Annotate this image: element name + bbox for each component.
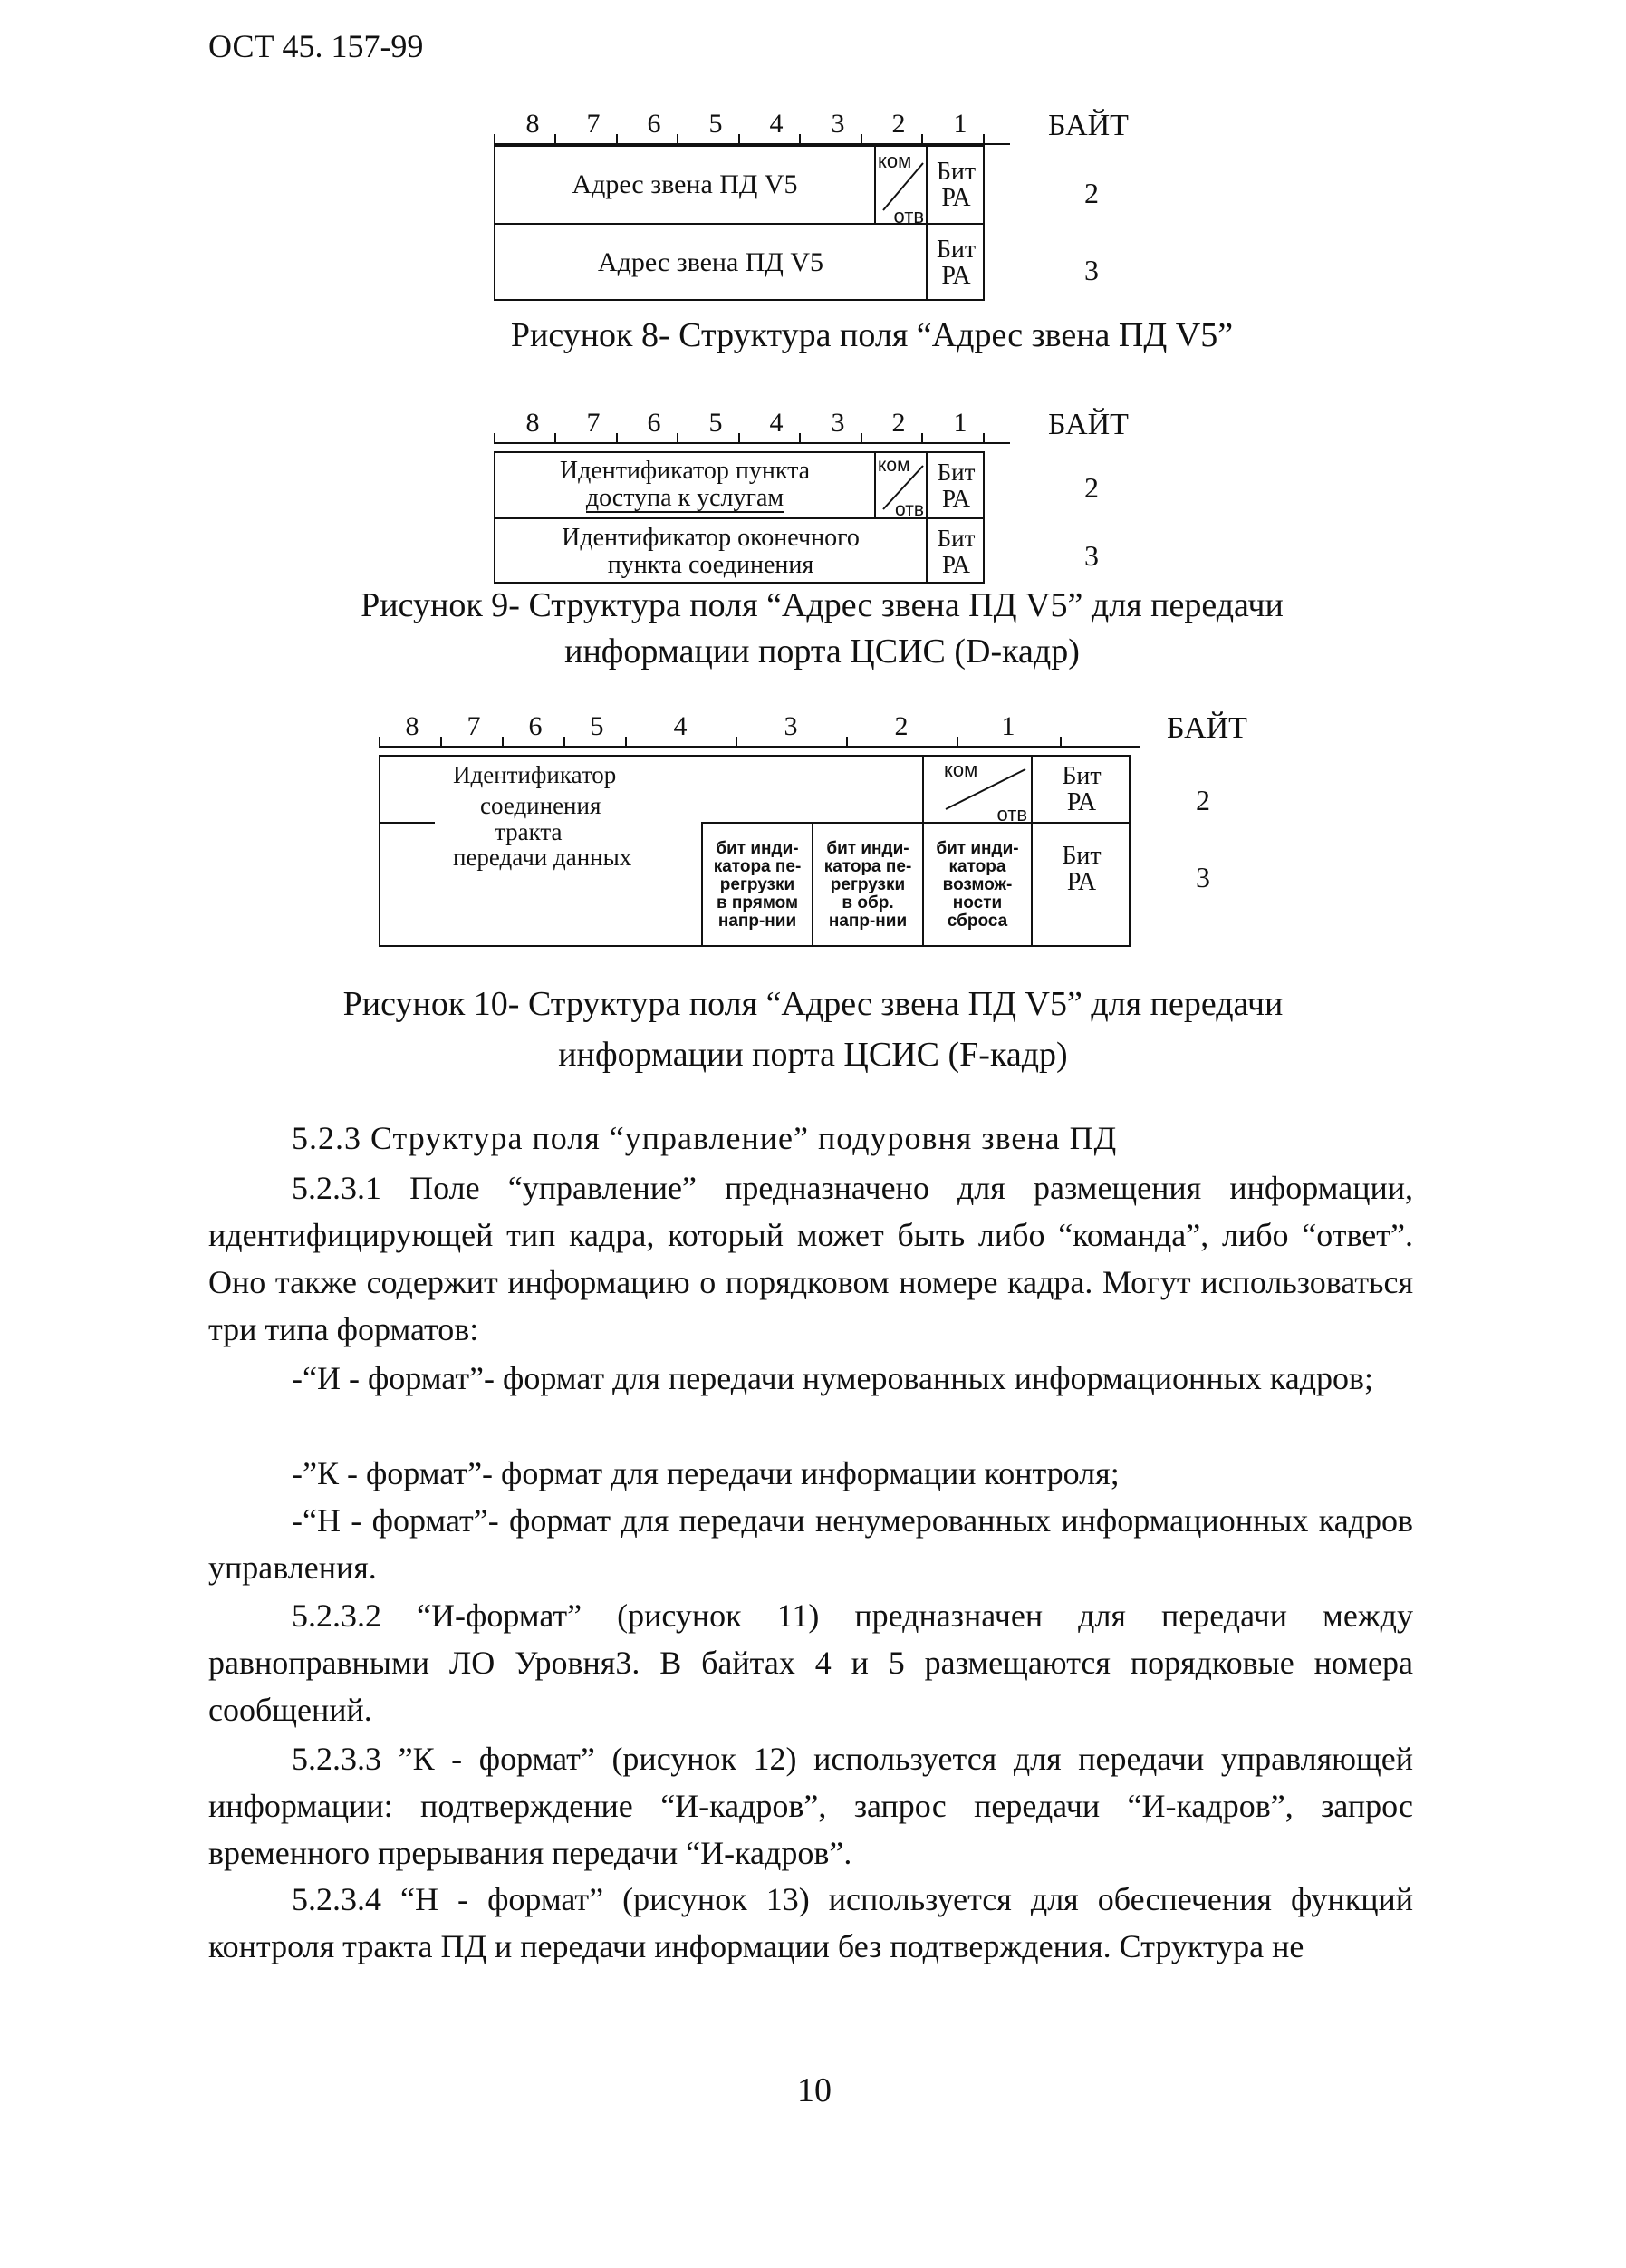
byte-number: 2: [1084, 471, 1099, 504]
address-field-byte2: Адрес звена ПД V5: [572, 169, 798, 200]
bit-number: 4: [769, 408, 784, 438]
kom-label: ком: [878, 150, 912, 172]
bit-number: 6: [647, 109, 661, 139]
bit-number: 7: [586, 109, 601, 139]
ea-bit-byte2: Бит РА: [936, 157, 977, 212]
cmd-resp-slash: [876, 453, 926, 517]
bit-number: 7: [586, 408, 601, 438]
bit-number: 5: [590, 711, 604, 741]
bit-number: 2: [891, 109, 906, 139]
paragraph: 5.2.3.3 ”К - формат” (рисунок 12) используется для передачи управляющей информации: подтверждение “И-кадров”, запрос передачи “И-кадров”, запрос временного прерывания передачи “И-кадров”.: [208, 1741, 1413, 1871]
bit-number: 5: [708, 109, 723, 139]
cmd-resp-slash: [876, 147, 926, 223]
bit-number: 8: [525, 408, 540, 438]
byte-column-header: БАЙТ: [1048, 408, 1129, 441]
bit-number: 3: [831, 408, 845, 438]
cmd-resp-bit: ком отв: [878, 455, 924, 520]
ea-bit-byte3: Бит РА: [1062, 841, 1102, 896]
bit-number: 4: [769, 109, 784, 139]
bit-number-row: [379, 711, 1140, 748]
figure-10: [379, 711, 1284, 965]
address-field-byte3: Адрес звена ПД V5: [597, 247, 824, 278]
field-table: [379, 755, 1131, 947]
bit-number: 4: [673, 711, 688, 741]
paragraph: 5.2.3.4 “Н - формат” (рисунок 13) используется для обеспечения функций контроля тракта ПД и передачи информации без подтверждения. Структура не: [208, 1881, 1413, 1964]
paragraph: -”К - формат”- формат для передачи информации контроля;: [292, 1455, 1120, 1491]
bit-number-row: [494, 408, 1010, 444]
bit-number: 5: [708, 408, 723, 438]
document-code: ОСТ 45. 157-99: [208, 28, 424, 64]
bit-number: 3: [784, 711, 798, 741]
byte-number: 3: [1084, 539, 1099, 572]
bit-number-row: [494, 109, 1010, 145]
reset-capability-bit: бит инди- катора возмож- ности сброса: [936, 839, 1019, 931]
bit-number: 2: [894, 711, 909, 741]
paragraph: 5.2.3.2 “И-формат” (рисунок 11) предназначен для передачи между равноправными ЛО Уровня3. В байтах 4 и 5 размещаются порядковые номера сообщений.: [208, 1597, 1413, 1728]
overload-rev-bit: бит инди- катора пе- регрузки в обр. напр-нии: [823, 839, 912, 931]
figure-9: [494, 408, 1236, 589]
byte-number: 2: [1196, 784, 1210, 816]
bit-number: 3: [831, 109, 845, 139]
otv-label: отв: [893, 204, 924, 227]
figure-10-caption: Рисунок 10- Структура поля “Адрес звена ПД V5” для передачи информации порта ЦСИС (F-кадр): [342, 985, 1284, 1074]
figure-8-caption: Рисунок 8- Структура поля “Адрес звена ПД V5”: [510, 316, 1234, 354]
cmd-resp-bit: ком отв: [944, 758, 1027, 825]
bit-number: 2: [891, 408, 906, 438]
endpoint-identifier: Идентификатор оконечного пункта соединения: [562, 524, 860, 579]
bit-number: 1: [953, 109, 967, 139]
byte-column-header: БАЙТ: [1048, 109, 1129, 142]
paragraph: -“Н - формат”- формат для передачи ненумерованных информационных кадров управления.: [208, 1502, 1413, 1586]
bit-number: 6: [647, 408, 661, 438]
byte-number: 3: [1196, 861, 1210, 893]
page-number: 10: [797, 2071, 832, 2109]
bit-number: 1: [1001, 711, 1015, 741]
ea-bit-byte3: Бит РА: [936, 235, 977, 290]
bit-number: 8: [525, 109, 540, 139]
byte-number: 2: [1084, 177, 1099, 209]
cmd-resp-slash: [924, 757, 1031, 822]
byte-number: 3: [1084, 254, 1099, 286]
field-table: [494, 451, 985, 584]
figure-9-caption: Рисунок 9- Структура поля “Адрес звена ПД V5” для передачи информации порта ЦСИС (D-кадр): [361, 586, 1284, 671]
bit-number: 8: [405, 711, 419, 741]
ea-bit-byte3: Бит РА: [937, 525, 976, 578]
field-table: [494, 145, 985, 301]
access-point-identifier: Идентификатор пункта доступа к услугам: [559, 457, 811, 512]
bit-number: 6: [528, 711, 543, 741]
bit-number: 1: [953, 408, 967, 438]
ea-bit-byte2: Бит РА: [1062, 761, 1102, 816]
section-heading: 5.2.3 Структура поля “управление” подуровня звена ПД: [292, 1120, 1118, 1156]
bit-number: 7: [467, 711, 481, 741]
paragraph: 5.2.3.1 Поле “управление” предназначено для размещения информации, идентифицирующей тип кадра, который может быть либо “команда”, либо “ответ”. Оно также содержит информацию о порядковом номере кадра. Могут использоваться три типа форматов:: [208, 1170, 1413, 1347]
byte-column-header: БАЙТ: [1167, 711, 1247, 745]
connection-identifier: Идентификатор соединения тракта передачи данных: [453, 761, 632, 872]
ea-bit-byte2: Бит РА: [937, 458, 976, 512]
overload-fwd-bit: бит инди- катора пе- регрузки в прямом напр-нии: [713, 839, 802, 931]
paragraph: -“И - формат”- формат для передачи нумерованных информационных кадров;: [292, 1360, 1374, 1396]
